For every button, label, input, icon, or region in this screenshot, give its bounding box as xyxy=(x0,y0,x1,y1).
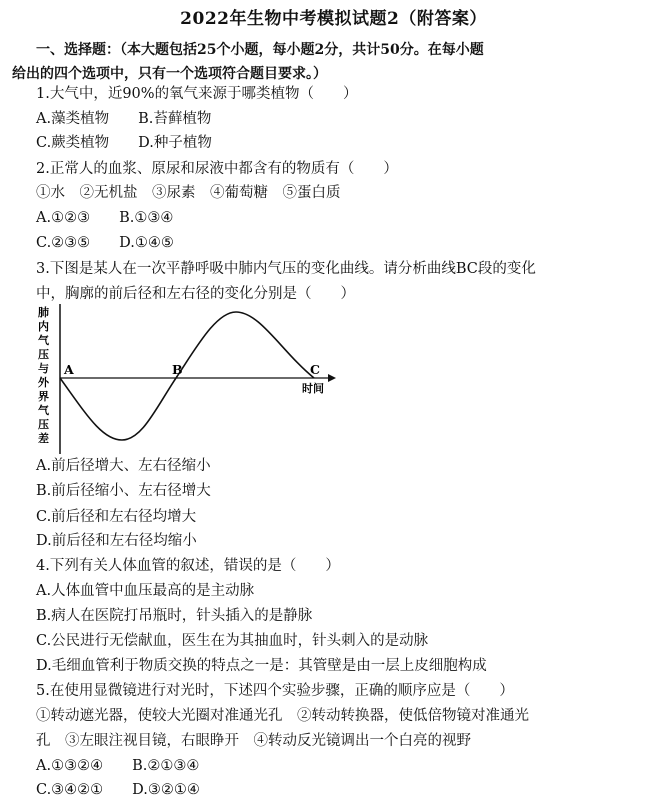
y-axis-char: 压 xyxy=(38,348,49,361)
y-axis-char: 气 xyxy=(38,334,49,347)
y-axis-char: 外 xyxy=(38,376,49,389)
q5-options-row-1: A.①③②④ B.②①③④ xyxy=(36,758,200,774)
q2-items: ①水 ②无机盐 ③尿素 ④葡萄糖 ⑤蛋白质 xyxy=(36,185,341,201)
x-axis-arrow xyxy=(328,374,336,382)
y-axis-char: 内 xyxy=(38,320,49,333)
q1-stem: 1.大气中，近90%的氧气来源于哪类植物（ ） xyxy=(36,86,358,102)
q3-option-d: D.前后径和左右径均缩小 xyxy=(36,533,197,549)
point-b-label: B xyxy=(172,362,183,377)
instructions-line-1: 一、选择题：（本大题包括25个小题，每小题2分，共计50分。在每小题 xyxy=(36,42,484,58)
q3-option-a: A.前后径增大、左右径缩小 xyxy=(36,458,211,474)
section-instructions xyxy=(12,38,636,86)
y-axis-char: 气 xyxy=(38,404,49,417)
q4-stem: 4.下列有关人体血管的叙述，错误的是（ ） xyxy=(36,558,340,574)
q3-stem-line-2: 中，胸廓的前后径和左右径的变化分别是（ ） xyxy=(36,286,355,302)
x-axis-label: 时间 xyxy=(302,382,324,395)
q2-options-row-1: A.①②③ B.①③④ xyxy=(36,210,174,226)
q2-options-row-2: C.②③⑤ D.①④⑤ xyxy=(36,235,174,251)
q3-option-c: C.前后径和左右径均增大 xyxy=(36,509,197,525)
point-c-label: C xyxy=(310,362,320,377)
y-axis-char: 与 xyxy=(38,362,49,375)
q4-option-b: B.病人在医院打吊瓶时，针头插入的是静脉 xyxy=(36,608,313,624)
y-axis-label xyxy=(38,305,50,445)
pressure-curve xyxy=(60,312,314,440)
q5-steps-line-2: 孔 ③左眼注视目镜，右眼睁开 ④转动反光镜调出一个白亮的视野 xyxy=(36,733,471,749)
q4-option-c: C.公民进行无偿献血，医生在为其抽血时，针头刺入的是动脉 xyxy=(36,633,429,649)
y-axis-char: 肺 xyxy=(38,306,49,319)
instructions-line-2: 给出的四个选项中，只有一个选项符合题目要求。） xyxy=(12,66,327,82)
q5-stem: 5.在使用显微镜进行对光时，下述四个实验步骤，正确的顺序应是（ ） xyxy=(36,683,514,699)
y-axis-char: 界 xyxy=(38,390,49,403)
y-axis-char: 压 xyxy=(38,418,49,431)
page-title: 2022年生物中考模拟试题2（附答案） xyxy=(180,9,487,29)
point-a-label: A xyxy=(64,362,74,377)
q3-option-b: B.前后径缩小、左右径增大 xyxy=(36,483,211,499)
q4-option-a: A.人体血管中血压最高的是主动脉 xyxy=(36,583,255,599)
q1-options-row-1: A.藻类植物 B.苔藓植物 xyxy=(36,111,212,127)
q5-steps-line-1: ①转动遮光器，使较大光圈对准通光孔 ②转动转换器，使低倍物镜对准通光 xyxy=(36,708,529,724)
q1-options-row-2: C.蕨类植物 D.种子植物 xyxy=(36,135,212,151)
q4-option-d: D.毛细血管利于物质交换的特点之一是：其管壁是由一层上皮细胞构成 xyxy=(36,658,487,674)
pressure-curve-figure xyxy=(38,304,338,454)
y-axis-char: 差 xyxy=(38,432,49,445)
q3-stem-line-1: 3.下图是某人在一次平静呼吸中肺内气压的变化曲线。请分析曲线BC段的变化 xyxy=(36,261,536,277)
q5-options-row-2: C.③④②① D.③②①④ xyxy=(36,782,200,798)
q2-stem: 2.正常人的血浆、原尿和尿液中都含有的物质有（ ） xyxy=(36,161,398,177)
